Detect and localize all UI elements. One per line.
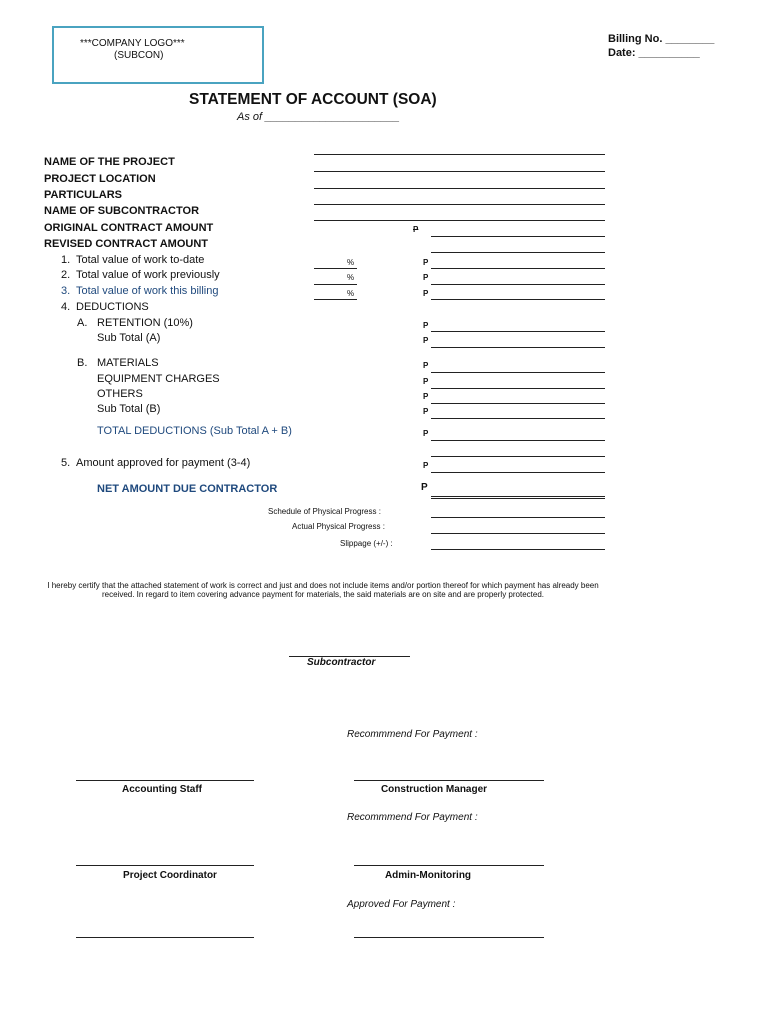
item-3-label: Total value of work this billing xyxy=(76,285,219,297)
particulars-blank xyxy=(314,188,605,189)
project-coordinator-signature-line xyxy=(76,865,254,866)
item-1-number: 1. xyxy=(61,254,71,266)
recommend-payment-2: Recommmend For Payment : xyxy=(347,812,478,823)
retention-blank xyxy=(431,331,605,332)
item-5-label: Amount approved for payment (3-4) xyxy=(76,457,251,469)
subcontractor-name-label: NAME OF SUBCONTRACTOR xyxy=(44,205,200,217)
item-2-percent-blank xyxy=(314,284,357,285)
accounting-staff-label: Accounting Staff xyxy=(122,784,202,795)
subtotal-b-blank xyxy=(431,418,605,419)
materials-peso: P xyxy=(423,361,429,370)
deduction-a-letter: A. xyxy=(77,317,88,329)
billing-date: Date: __________ xyxy=(608,47,700,59)
project-coordinator-label: Project Coordinator xyxy=(123,870,217,881)
others-label: OTHERS xyxy=(97,388,143,400)
slippage-blank xyxy=(431,549,605,550)
item-2-amount-blank xyxy=(431,284,605,285)
schedule-progress-blank xyxy=(431,517,605,518)
project-name-label: NAME OF THE PROJECT xyxy=(44,156,175,168)
total-deductions-peso: P xyxy=(423,429,429,438)
item-2-peso: P xyxy=(423,273,429,282)
recommend-payment-1: Recommmend For Payment : xyxy=(347,729,478,740)
logo-subtext: (SUBCON) xyxy=(114,50,164,61)
revised-contract-label: REVISED CONTRACT AMOUNT xyxy=(44,238,208,250)
project-name-blank xyxy=(314,154,605,155)
item-2-label: Total value of work previously xyxy=(76,269,220,281)
item-1-percent: % xyxy=(347,258,355,267)
item-3-percent-blank xyxy=(314,299,357,300)
subtotal-b-peso: P xyxy=(423,407,429,416)
retention-label: RETENTION (10%) xyxy=(97,317,193,329)
materials-blank xyxy=(431,372,605,373)
approved-payment: Approved For Payment : xyxy=(347,899,456,910)
item-2-number: 2. xyxy=(61,269,71,281)
equipment-label: EQUIPMENT CHARGES xyxy=(97,373,220,385)
as-of-line: As of ______________________ xyxy=(237,111,400,123)
subtotal-a-blank xyxy=(431,347,605,348)
company-logo-box xyxy=(52,26,264,84)
net-amount-label: NET AMOUNT DUE CONTRACTOR xyxy=(97,483,278,495)
actual-progress-blank xyxy=(431,533,605,534)
subtotal-a-label: Sub Total (A) xyxy=(97,332,161,344)
project-location-label: PROJECT LOCATION xyxy=(44,173,156,185)
item-1-amount-blank xyxy=(431,268,605,269)
others-blank xyxy=(431,403,605,404)
particulars-label: PARTICULARS xyxy=(44,189,123,201)
item-5-number: 5. xyxy=(61,457,71,469)
admin-monitoring-label: Admin-Monitoring xyxy=(384,870,472,881)
total-deductions-blank-2 xyxy=(431,456,605,457)
item-5-blank xyxy=(431,472,605,473)
total-deductions-label: TOTAL DEDUCTIONS (Sub Total A + B) xyxy=(97,425,292,437)
original-contract-peso: P xyxy=(413,225,419,234)
logo-text: ***COMPANY LOGO*** xyxy=(80,38,185,49)
deduction-b-letter: B. xyxy=(77,357,88,369)
billing-no: Billing No. ________ xyxy=(608,33,715,45)
construction-manager-label: Construction Manager xyxy=(380,784,488,795)
item-4-number: 4. xyxy=(61,301,71,313)
net-amount-double-line xyxy=(431,498,605,499)
page-title: STATEMENT OF ACCOUNT (SOA) xyxy=(189,91,437,108)
item-3-amount-blank xyxy=(431,299,605,300)
equipment-blank xyxy=(431,388,605,389)
approver-right-signature-line xyxy=(354,937,544,938)
item-1-peso: P xyxy=(423,258,429,267)
others-peso: P xyxy=(423,392,429,401)
accounting-staff-signature-line xyxy=(76,780,254,781)
subtotal-a-peso: P xyxy=(423,336,429,345)
subcontractor-label: Subcontractor xyxy=(307,657,376,668)
equipment-peso: P xyxy=(423,377,429,386)
original-contract-blank xyxy=(431,236,605,237)
slippage-label: Slippage (+/-) : xyxy=(340,539,393,548)
project-location-blank xyxy=(314,171,605,172)
subcontractor-name-blank-2 xyxy=(314,220,605,221)
revised-contract-blank xyxy=(431,252,605,253)
admin-monitoring-signature-line xyxy=(354,865,544,866)
item-5-peso: P xyxy=(423,461,429,470)
item-3-number: 3. xyxy=(61,285,71,297)
item-1-percent-blank xyxy=(314,268,357,269)
net-amount-blank xyxy=(431,496,605,497)
approver-left-signature-line xyxy=(76,937,254,938)
item-4-label: DEDUCTIONS xyxy=(76,301,149,313)
schedule-progress-label: Schedule of Physical Progress : xyxy=(268,507,381,516)
net-amount-peso: P xyxy=(421,482,428,493)
retention-peso: P xyxy=(423,321,429,330)
subtotal-b-label: Sub Total (B) xyxy=(97,403,161,415)
materials-label: MATERIALS xyxy=(97,357,159,369)
item-2-percent: % xyxy=(347,273,355,282)
construction-manager-signature-line xyxy=(354,780,544,781)
item-3-peso: P xyxy=(423,289,429,298)
original-contract-label: ORIGINAL CONTRACT AMOUNT xyxy=(44,222,214,234)
actual-progress-label: Actual Physical Progress : xyxy=(292,522,385,531)
item-3-percent: % xyxy=(347,289,355,298)
subcontractor-name-blank xyxy=(314,204,605,205)
certification-text: I hereby certify that the attached statement of work is correct and just and does not include items and/or portion thereof for which payment has already been received. In regard to item covering advance payment for materials, the said materials are on site and are properly protected. xyxy=(47,581,599,599)
total-deductions-blank xyxy=(431,440,605,441)
item-1-label: Total value of work to-date xyxy=(76,254,205,266)
